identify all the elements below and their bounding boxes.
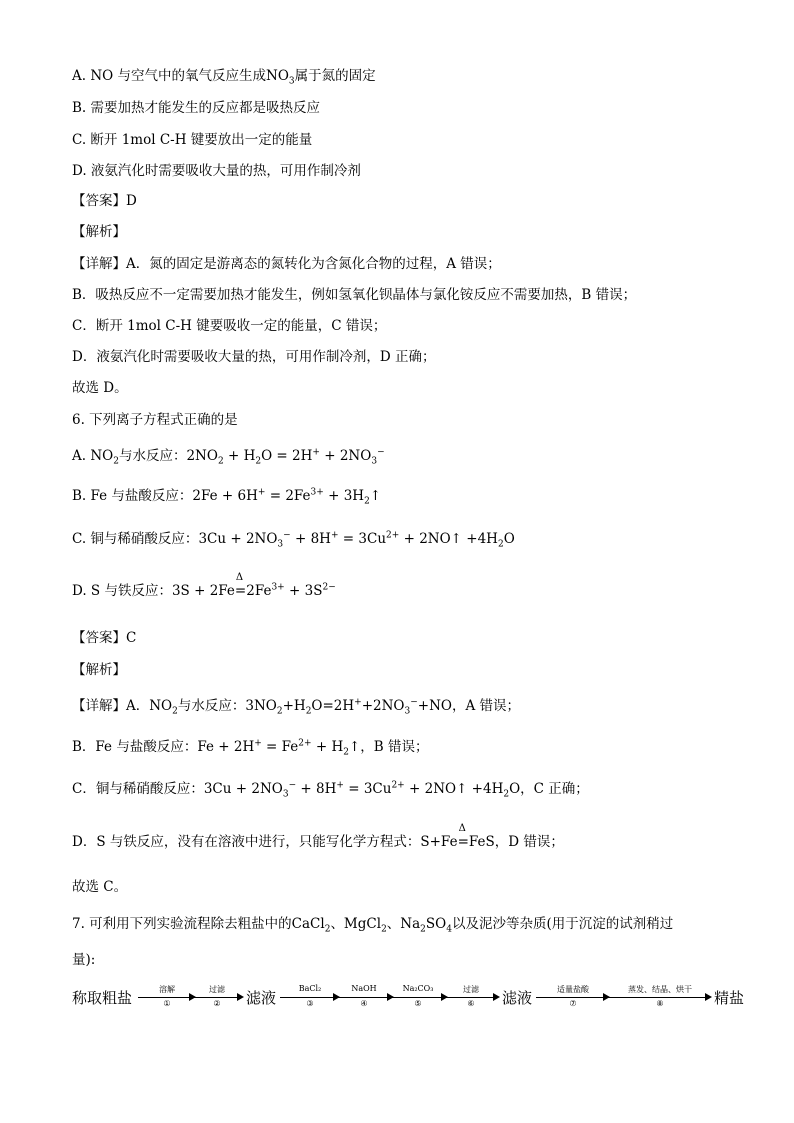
- q5-option-b: B. 需要加热才能发生的反应都是吸热反应: [72, 100, 321, 116]
- q5-detail-c: C．断开 1mol C-H 键要吸收一定的能量，C 错误；: [72, 318, 387, 334]
- flow-step-1: 溶解 ①: [138, 985, 196, 1013]
- flow-step-5: Na₂CO₃ ⑤: [388, 985, 448, 1013]
- flow-step-8: 蒸发、结晶、烘干 ⑧: [608, 985, 712, 1013]
- q6-detail-a: 【详解】A．$NO_2$与水反应：$3NO_2+H_2O=2H^++2NO_3^-+NO$，A 错误；: [72, 697, 521, 717]
- q6-analysis-label: 【解析】: [72, 662, 126, 678]
- q5-detail-d: D．液氨汽化时需要吸收大量的热，可用作制冷剂，D 正确；: [72, 349, 436, 365]
- q6-detail-d: D．S 与铁反应，没有在溶液中进行，只能写化学方程式：S+Fe Δ =FeS，D 错误；: [72, 823, 564, 850]
- q6-conclusion: 故选 C。: [72, 879, 128, 895]
- q5-analysis-label: 【解析】: [72, 224, 126, 240]
- q6-answer: 【答案】C: [72, 630, 137, 646]
- q6-option-a: A. $NO_2$与水反应：$2NO_2 + H_2O = 2H^+ + 2NO_3^-$: [72, 447, 385, 467]
- flow-step-7: 适量盐酸 ⑦: [536, 985, 610, 1013]
- q6-detail-c: C．铜与稀硝酸反应：$3Cu + 2NO_3^- + 8H^+ = 3Cu^{2+}$ + 2NO↑ $+4H_2O$，C 正确；: [72, 780, 589, 800]
- q5-option-c: C. 断开 1mol C-H 键要放出一定的能量: [72, 132, 313, 148]
- q6-detail-b: B．Fe 与盐酸反应：$Fe + 2H^+ = Fe^{2+}$ + $H_2↑$，B 错误；: [72, 738, 429, 758]
- q7-stem-line1: 7. 可利用下列实验流程除去粗盐中的CaCl$_2$、MgCl$_2$、$Na_2SO_4$以及泥沙等杂质(用于沉淀的试剂稍过: [72, 916, 674, 935]
- q5-conclusion: 故选 D。: [72, 380, 128, 396]
- flow-start: 称取粗盐: [72, 989, 133, 1007]
- q6-option-c: C. 铜与稀硝酸反应：$3Cu + 2NO_3^- + 8H^+ = 3Cu^{2+}$ + 2NO↑ $+4H_2O$: [72, 530, 515, 550]
- q6-option-d: D. S 与铁反应：3S + 2Fe Δ $=2Fe^{3+} + 3S^{2-}$: [72, 572, 336, 599]
- flow-end: 精盐: [714, 989, 745, 1007]
- flow-step-6: 过滤 ⑥: [442, 985, 500, 1013]
- flow-filtrate-1: 滤液: [246, 989, 277, 1007]
- q5-option-a: A. NO 与空气中的氧气反应生成$NO_3$属于氮的固定: [72, 68, 376, 87]
- process-flow: [72, 985, 752, 1015]
- q6-stem: 6. 下列离子方程式正确的是: [72, 412, 238, 428]
- q5-detail-a: 【详解】A．氮的固定是游离态的氮转化为含氮化合物的过程，A 错误；: [72, 256, 501, 272]
- q5-detail-b: B．吸热反应不一定需要加热才能发生，例如氢氧化钡晶体与氯化铵反应不需要加热，B 错误；: [72, 287, 637, 303]
- q5-answer: 【答案】D: [72, 193, 137, 209]
- q6-option-b: B. Fe 与盐酸反应：$2Fe + 6H^+ = 2Fe^{3+}$ + $3H_2↑$: [72, 487, 382, 507]
- q7-stem-line2: 量):: [72, 952, 96, 968]
- flow-step-4: NaOH ④: [334, 985, 394, 1013]
- flow-step-3: BaCl₂ ③: [280, 985, 340, 1013]
- flow-step-2: 过滤 ②: [190, 985, 244, 1013]
- flow-filtrate-2: 滤液: [502, 989, 533, 1007]
- q5-option-d: D. 液氨汽化时需要吸收大量的热，可用作制冷剂: [72, 163, 361, 179]
